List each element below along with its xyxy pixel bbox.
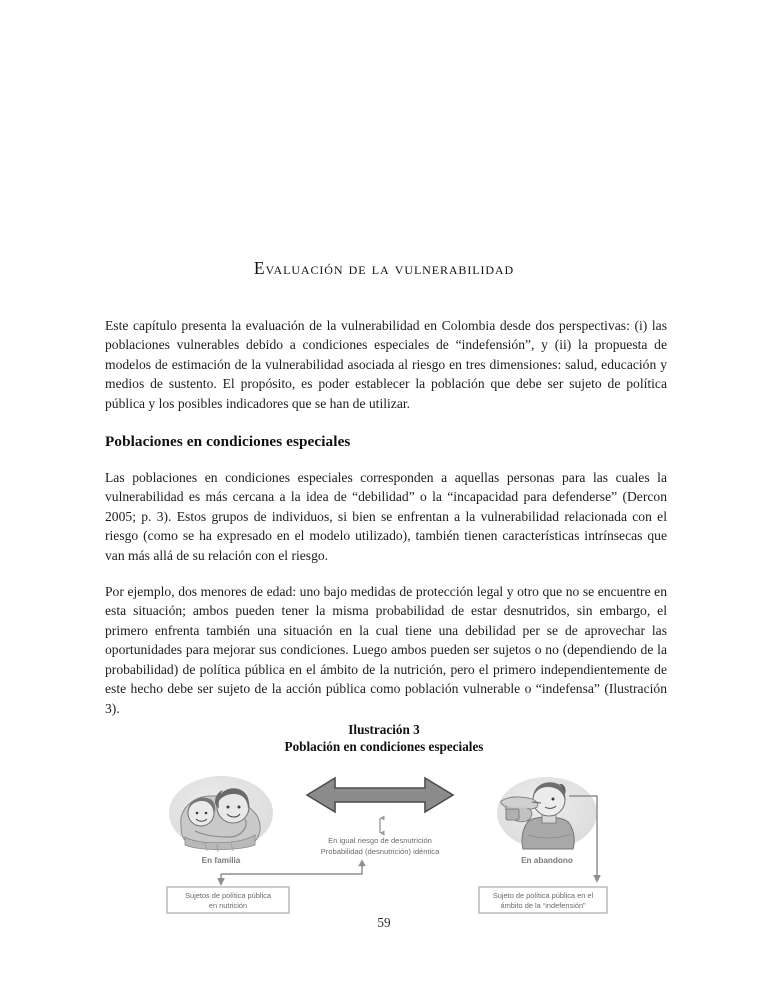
right-illustration-en-abandono bbox=[497, 777, 597, 865]
center-caption bbox=[321, 836, 440, 856]
center-caption-line-1: En igual riesgo de desnutrición bbox=[328, 836, 432, 845]
right-box-line-1: Sujeto de política pública en el bbox=[492, 891, 594, 900]
left-outcome-box bbox=[167, 887, 289, 913]
diagram-svg bbox=[149, 763, 619, 910]
page-title: Evaluación de la vulnerabilidad bbox=[253, 258, 515, 278]
section-heading-poblaciones: Poblaciones en condiciones especiales bbox=[105, 433, 351, 451]
paragraph-three: Por ejemplo, dos menores de edad: uno bajo medidas de protección legal y otro que no se encuentre en esta situación; ambos pueden tener la misma probabilidad de estar desnutridos, sin embargo, el primero enfrenta también una situación en la cual tiene una debilidad per se de aprovechar las oportunidades para mejorar sus condiciones. Luego ambos pueden ser sujetos o no (dependiendo de la probabilidad) de política pública en el ámbito de la nutrición, pero el primero independientemente de este hecho debe ser sujeto de la acción pública como población vulnerable o “indefensa” (Ilustración 3). bbox=[105, 584, 667, 716]
diagram-canvas bbox=[149, 763, 619, 910]
right-outcome-box bbox=[479, 887, 607, 913]
right-figure-label: En abandono bbox=[521, 856, 573, 865]
center-caption-line-2: Probabilidad (desnutrición) idéntica bbox=[320, 847, 440, 856]
figure-caption-title: Población en condiciones especiales bbox=[284, 738, 484, 754]
left-box-line-1: Sujetos de política pública bbox=[185, 891, 271, 900]
right-box-line-2: ámbito de la “indefensión” bbox=[500, 901, 586, 910]
paragraph-two: Las poblaciones en condiciones especiales corresponden a aquellas personas para las cuales la vulnerabilidad es más cercana a la idea de “debilidad” o la “incapacidad para defenderse” (Dercon 2005; p. 3). Estos grupos de individuos, si bien se enfrentan a la vulnerabilidad relacionada con el riesgo (como se ha expresado en el modelo utilizado), también tienen características intrínsecas que van más allá de su relación con el riesgo. bbox=[105, 470, 667, 563]
left-illustration-en-familia bbox=[169, 776, 273, 865]
figure-illustration-3 bbox=[0, 722, 768, 910]
double-headed-arrow bbox=[307, 778, 453, 812]
left-box-line-2: en nutrición bbox=[208, 901, 248, 910]
page-number: 59 bbox=[377, 915, 391, 930]
paragraph-intro: Este capítulo presenta la evaluación de la vulnerabilidad en Colombia desde dos perspectivas: (i) las poblaciones vulnerables debido a condiciones especiales de “indefensión”, y (ii) la propuesta de modelos de estimación de la vulnerabilidad asociada al riesgo en tres dimensiones: salud, educación y medios de sustento. El propósito, es poder establecer la población que debe ser sujeto de política pública y los posibles indicadores que se han de utilizar. bbox=[105, 318, 667, 411]
figure-caption-number: Ilustración 3 bbox=[348, 722, 420, 737]
document-body bbox=[105, 316, 667, 718]
left-figure-label: En familia bbox=[201, 856, 241, 865]
